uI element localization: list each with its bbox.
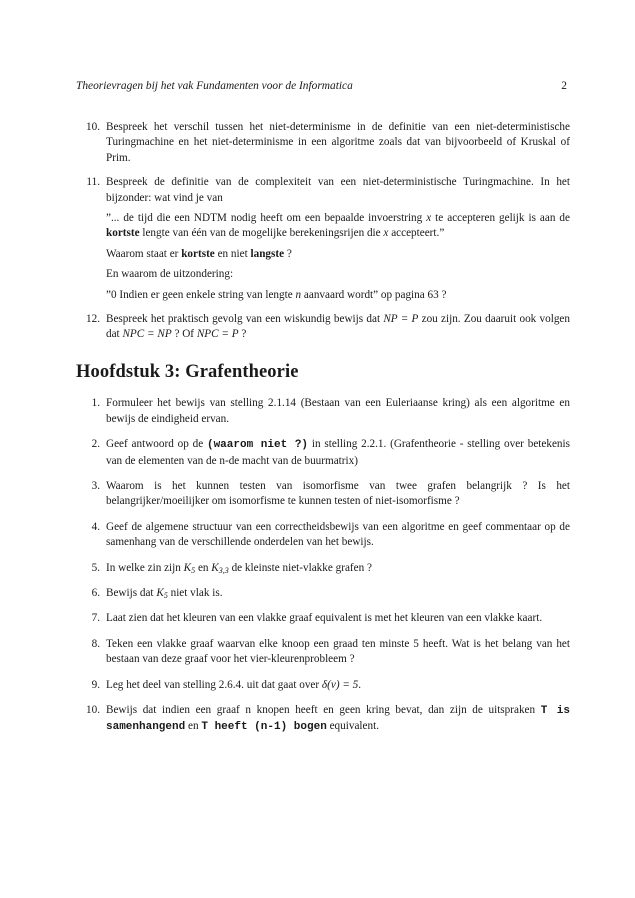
quoted-definition	[106, 211, 570, 242]
list-item	[76, 678, 570, 693]
list-item	[76, 120, 570, 166]
bold-term: T is samenhangend	[106, 704, 570, 734]
math-variable: x	[426, 212, 432, 225]
text-run: te accepteren gelijk is aan de	[431, 212, 570, 225]
text-run: Bespreek het praktisch gevolg van een wiskundig bewijs dat	[106, 313, 384, 326]
math-expression: NPC = P	[196, 328, 239, 341]
page-content	[76, 120, 570, 736]
text-run: Bewijs dat	[106, 586, 157, 599]
item-text	[106, 437, 570, 469]
list-item	[76, 520, 570, 551]
list-item	[76, 561, 570, 576]
bold-term: T heeft (n-1) bogen	[201, 721, 327, 734]
math-variable: n	[295, 288, 302, 301]
math-expression: NP = P	[383, 313, 419, 326]
item-number: 5.	[91, 561, 100, 574]
item-number: 10.	[86, 703, 100, 716]
item-text: Waarom is het kunnen testen van isomorfisme van twee grafen belangrijk ? Is het belangrijker/moeilijker om isomorfisme te kunnen testen of niet-isomorfisme ?	[106, 479, 570, 508]
bold-term: kortste	[106, 227, 140, 240]
subscript: 5	[163, 590, 168, 600]
text-run: de kleinste niet-vlakke grafen ?	[228, 561, 372, 574]
item-number: 11.	[86, 176, 100, 189]
text-run: K	[156, 586, 164, 599]
list-item	[76, 637, 570, 668]
header-title: Theorievragen bij het vak Fundamenten voor de Informatica	[76, 80, 353, 92]
item-number: 3.	[91, 479, 100, 492]
text-run: Waarom staat er	[106, 247, 182, 260]
question-list-chapter-3	[76, 396, 570, 736]
text-run: Leg het deel van stelling 2.6.4. uit dat gaat over	[106, 678, 322, 691]
follow-up-question	[106, 247, 570, 262]
subscript: 3,3	[218, 565, 229, 575]
list-item	[76, 611, 570, 626]
item-text: Teken een vlakke graaf waarvan elke knoop een graad ten minste 5 heeft. Wat is het belang van het bestaan van deze graaf voor het vier-kleurenprobleem ?	[106, 637, 570, 666]
item-number: 1.	[91, 397, 100, 410]
list-item	[76, 479, 570, 510]
text-run: K	[211, 561, 219, 574]
item-number: 6.	[91, 586, 100, 599]
text-run: zou zijn. Zou daaruit ook volgen dat	[106, 313, 570, 341]
math-graph-k33	[211, 562, 228, 574]
bold-term: kortste	[181, 247, 215, 260]
math-graph-k5	[184, 562, 195, 574]
text-run: aanvaard wordt” op pagina 63 ?	[301, 288, 447, 301]
item-number: 4.	[91, 520, 100, 533]
item-text: Laat zien dat het kleuren van een vlakke graaf equivalent is met het kleuren van een vlakke kaart.	[106, 612, 543, 625]
text-run: ? Of	[171, 328, 197, 341]
text-run: accepteert.”	[388, 227, 445, 240]
chapter-heading: Hoofdstuk 3: Grafentheorie	[76, 361, 299, 382]
question-list-chapter-2	[76, 120, 570, 343]
text-run: In welke zin zijn	[106, 561, 184, 574]
item-number: 2.	[91, 438, 100, 451]
item-text: En waarom de uitzondering:	[106, 268, 234, 281]
text-run: .	[358, 678, 362, 691]
item-text	[106, 703, 570, 736]
item-number: 7.	[91, 612, 100, 625]
bold-term: langste	[250, 247, 285, 260]
text-run: ?	[238, 328, 247, 341]
running-header	[76, 80, 567, 92]
item-text	[106, 561, 570, 576]
item-number: 9.	[91, 678, 100, 691]
item-number: 12.	[86, 313, 100, 326]
math-variable: x	[383, 227, 389, 240]
page-number: 2	[561, 80, 567, 92]
math-expression: NPC = NP	[122, 328, 172, 341]
text-run: Geef antwoord op de	[106, 438, 207, 451]
item-text	[106, 586, 570, 601]
text-run: equivalent.	[326, 720, 379, 733]
item-number: 8.	[91, 637, 100, 650]
item-text	[106, 312, 570, 343]
text-run: ?	[284, 247, 292, 260]
item-text: Bespreek de definitie van de complexiteit van een niet-deterministische Turingmachine. In het bijzonder: wat vind je van	[106, 176, 570, 204]
item-text: Bespreek het verschil tussen het niet-determinisme in de definitie van een niet-deterministische Turingmachine en het niet-determinisme in een algoritme zoals dat van bijvoorbeeld of Kruskal of Prim.	[106, 121, 570, 164]
list-item	[76, 396, 570, 427]
text-run: in stelling 2.2.1. (Grafentheorie - stelling over betekenis van de elementen van de n-de macht van de buurmatrix)	[106, 438, 570, 467]
quoted-exception	[106, 288, 570, 303]
list-item	[76, 437, 570, 469]
math-graph-k5	[156, 587, 167, 599]
text-run: en niet	[214, 247, 251, 260]
list-item	[76, 586, 570, 601]
text-run: Bewijs dat indien een graaf n knopen heeft en geen kring bevat, dan zijn de uitspraken	[106, 703, 541, 716]
text-run: K	[183, 561, 192, 574]
text-run: ”... de tijd die een NDTM nodig heeft om een bepaalde invoerstring	[106, 212, 427, 225]
item-text: Formuleer het bewijs van stelling 2.1.14 (Bestaan van een Euleriaanse kring) als een algoritme en bewijs de eindigheid ervan.	[106, 397, 570, 425]
subscript: 5	[191, 565, 196, 575]
item-number: 10.	[86, 121, 100, 133]
math-expression: δ(v) = 5	[321, 678, 359, 691]
text-run: niet vlak is.	[167, 586, 223, 599]
item-text: Geef de algemene structuur van een correctheidsbewijs van een algoritme en geef commentaar op de samenhang van de verschillende onderdelen van het bewijs.	[106, 520, 570, 549]
list-item	[76, 703, 570, 736]
text-run: lengte van één van de mogelijke berekeningsrijen die	[139, 227, 384, 240]
text-run: ”0 Indien er geen enkele string van lengte	[106, 288, 296, 301]
text-run: en	[185, 720, 202, 733]
bold-term: (waarom niet ?)	[206, 439, 309, 452]
text-run: en	[195, 561, 212, 574]
list-item	[76, 175, 570, 303]
list-item	[76, 312, 570, 343]
item-text	[106, 678, 570, 693]
